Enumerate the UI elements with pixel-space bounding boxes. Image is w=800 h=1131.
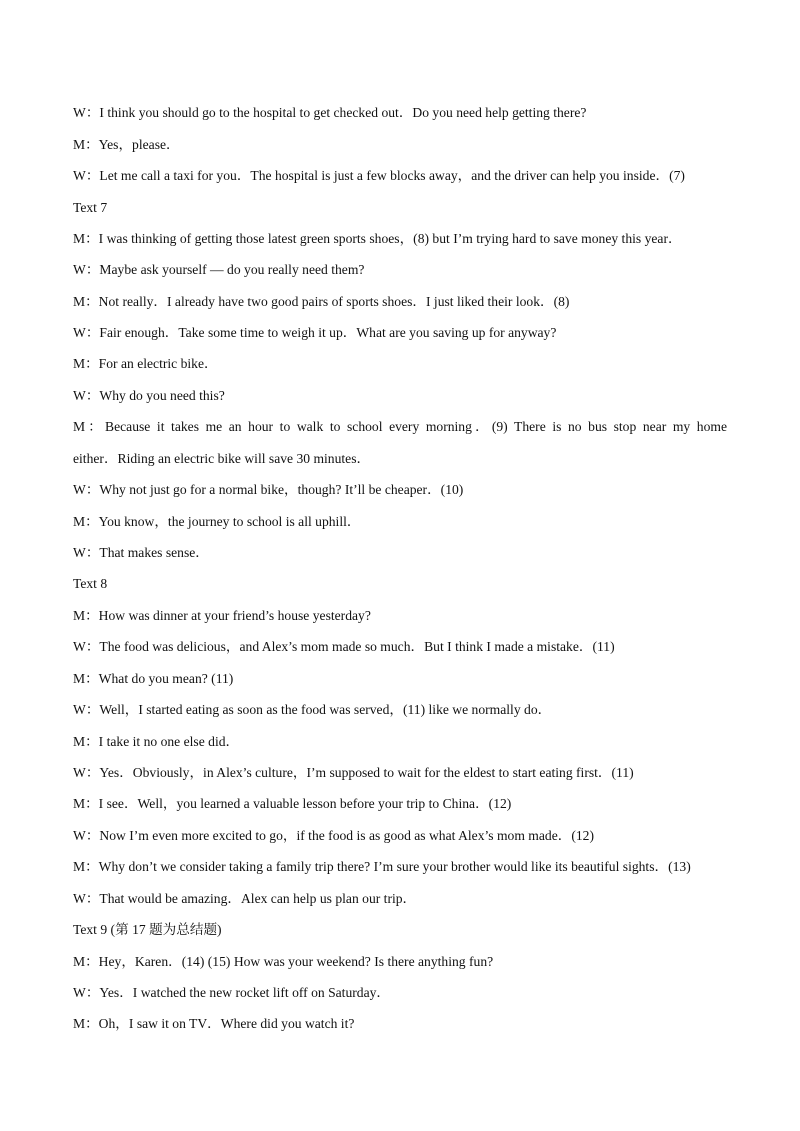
dialogue-line: W：That makes sense． — [73, 545, 209, 560]
dialogue-line: W：Now I’m even more excited to go，if the food is as good as what Alex’s mom made．(12) — [73, 828, 594, 843]
dialogue-line: M：What do you mean? (11) — [73, 671, 234, 686]
dialogue-line: M：Oh，I saw it on TV．Where did you watch it? — [73, 1016, 355, 1031]
dialogue-line-continued: either．Riding an electric bike will save 30 minutes． — [73, 451, 371, 466]
dialogue-line: M：You know，the journey to school is all uphill． — [73, 514, 361, 529]
dialogue-line: M：For an electric bike． — [73, 356, 218, 371]
dialogue-line: W：The food was delicious，and Alex’s mom made so much．But I think I made a mistake．(11) — [73, 639, 615, 654]
dialogue-line: M：I see．Well，you learned a valuable lesson before your trip to China．(12) — [73, 796, 512, 811]
section-heading: Text 8 — [73, 576, 108, 591]
dialogue-line: W：Fair enough．Take some time to weigh it up．What are you saving up for anyway? — [73, 325, 557, 340]
dialogue-line: W：Why do you need this? — [73, 388, 225, 403]
dialogue-line: W：Yes．I watched the new rocket lift off on Saturday． — [73, 985, 390, 1000]
section-heading: Text 9 (第 17 题为总结题) — [73, 922, 222, 937]
section-heading: Text 7 — [73, 200, 108, 215]
dialogue-line: W：That would be amazing．Alex can help us plan our trip． — [73, 891, 417, 906]
dialogue-line: M：Because it takes me an hour to walk to school every morning．(9) There is no bus stop near my home — [73, 419, 727, 434]
dialogue-line: M：How was dinner at your friend’s house yesterday? — [73, 608, 371, 623]
dialogue-line: W：Yes．Obviously，in Alex’s culture，I’m supposed to wait for the eldest to start eating first．(11) — [73, 765, 634, 780]
dialogue-line: M：Hey，Karen．(14) (15) How was your weekend? Is there anything fun? — [73, 954, 494, 969]
dialogue-line: W：Why not just go for a normal bike，though? It’ll be cheaper．(10) — [73, 482, 464, 497]
dialogue-line: W：I think you should go to the hospital to get checked out．Do you need help getting there? — [73, 105, 587, 120]
dialogue-line: W：Let me call a taxi for you．The hospital is just a few blocks away，and the driver can help you inside．(7) — [73, 168, 685, 183]
dialogue-line: M：Yes，please． — [73, 137, 180, 152]
dialogue-line: M：I take it no one else did． — [73, 734, 240, 749]
dialogue-line: M：Why don’t we consider taking a family trip there? I’m sure your brother would like its beautiful sights．(13) — [73, 859, 691, 874]
dialogue-line: W：Maybe ask yourself — do you really need them? — [73, 262, 365, 277]
dialogue-line: M：I was thinking of getting those latest green sports shoes，(8) but I’m trying hard to save money this year． — [73, 231, 682, 246]
dialogue-line: W：Well，I started eating as soon as the food was served，(11) like we normally do． — [73, 702, 552, 717]
dialogue-line: M：Not really．I already have two good pairs of sports shoes．I just liked their look．(8) — [73, 294, 570, 309]
